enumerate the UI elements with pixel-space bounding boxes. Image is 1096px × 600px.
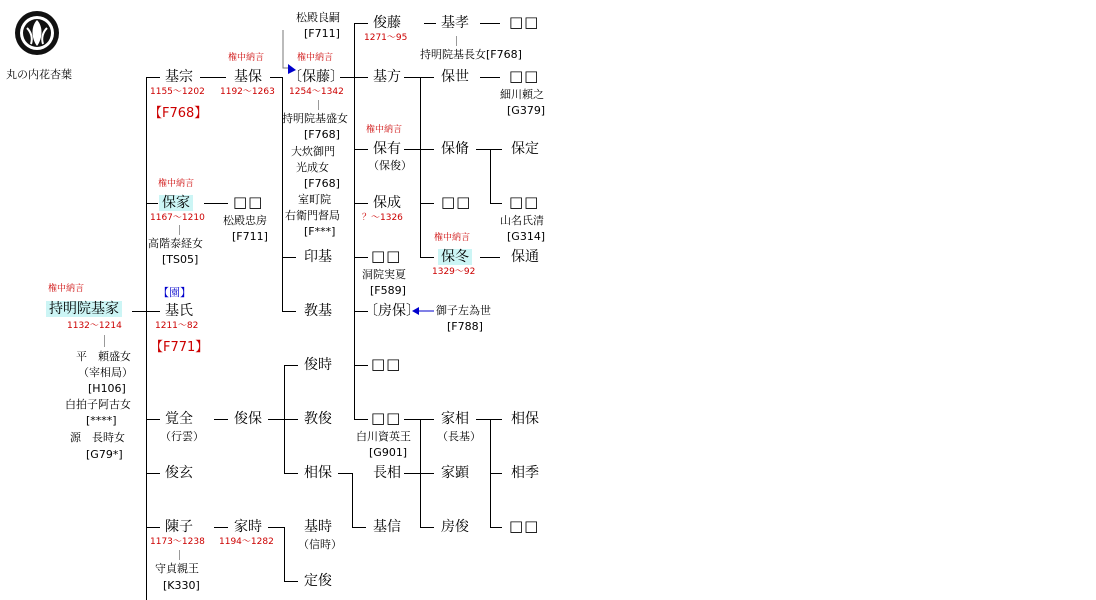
person-sadatoshi[interactable]: 定俊 bbox=[304, 573, 332, 589]
spouse-line: 山名氏清 bbox=[500, 214, 544, 227]
person-norito[interactable]: 教俊 bbox=[304, 411, 332, 427]
person-motokata[interactable]: 基方 bbox=[373, 69, 401, 85]
spouse-line: 源 長時女 bbox=[70, 431, 125, 444]
person-yasumichi[interactable]: 保通 bbox=[511, 249, 539, 265]
spouse-line: [G314] bbox=[507, 230, 546, 243]
person-yasunari[interactable]: 保成 bbox=[373, 195, 401, 211]
connector bbox=[354, 149, 368, 150]
spouse-line: [F***] bbox=[304, 225, 336, 238]
spouse-line: [F768] bbox=[304, 177, 340, 190]
alias: （保俊） bbox=[368, 159, 412, 172]
connector bbox=[146, 203, 158, 204]
person-nagasuke[interactable]: 長相 bbox=[373, 465, 401, 481]
person-yasufuji[interactable]: 〔保藤〕 bbox=[288, 69, 344, 85]
connector bbox=[179, 225, 180, 235]
person-unknown[interactable]: □□ bbox=[509, 517, 540, 535]
connector bbox=[282, 257, 296, 258]
connector bbox=[354, 77, 368, 78]
person-fusatoshi[interactable]: 房俊 bbox=[441, 519, 469, 535]
person-yasunaga[interactable]: 保脩 bbox=[441, 141, 469, 157]
spouse-line: （宰相局） bbox=[78, 366, 133, 379]
connector bbox=[354, 203, 368, 204]
person-yasufuyu[interactable]: 保冬 bbox=[438, 249, 472, 265]
rank-label: 権中納言 bbox=[366, 125, 403, 135]
person-unknown[interactable]: □□ bbox=[509, 67, 540, 85]
connector bbox=[404, 149, 420, 150]
connector bbox=[480, 77, 500, 78]
connector bbox=[200, 77, 226, 78]
years: 1167〜1210 bbox=[150, 213, 205, 223]
person-kakuzen[interactable]: 覚全 bbox=[165, 411, 193, 427]
spouse-line: 白川資英王 bbox=[356, 430, 411, 443]
person-mochiakiin-motoie[interactable]: 持明院基家 bbox=[46, 301, 122, 317]
connector bbox=[284, 581, 298, 582]
connector bbox=[420, 149, 434, 150]
connector bbox=[490, 149, 502, 150]
spouse-line: [TS05] bbox=[162, 253, 199, 266]
connector bbox=[284, 473, 298, 474]
adoptive-father: 松殿良嗣 bbox=[296, 11, 340, 24]
alias: （長基） bbox=[437, 430, 481, 443]
years: 1192〜1263 bbox=[220, 87, 275, 97]
person-toshitoki[interactable]: 俊時 bbox=[304, 357, 332, 373]
adoptive-father-ref: [F711] bbox=[304, 27, 340, 40]
connector bbox=[404, 77, 420, 78]
rank-label: 権中納言 bbox=[48, 284, 85, 294]
connector bbox=[456, 36, 457, 46]
person-motonobu[interactable]: 基信 bbox=[373, 519, 401, 535]
connector bbox=[480, 23, 500, 24]
alias: （信時） bbox=[298, 538, 342, 551]
connector bbox=[284, 365, 298, 366]
person-fusayasu[interactable]: 〔房保〕 bbox=[364, 303, 420, 319]
family-crest-icon bbox=[14, 10, 60, 56]
connector bbox=[318, 100, 319, 110]
person-unknown[interactable]: □□ bbox=[233, 193, 264, 211]
connector bbox=[132, 311, 146, 312]
person-aiyasu[interactable]: 相保 bbox=[304, 465, 332, 481]
years: 1329〜92 bbox=[432, 267, 476, 277]
person-unknown[interactable]: □□ bbox=[371, 409, 402, 427]
connector bbox=[338, 473, 352, 474]
connector bbox=[179, 550, 180, 560]
person-unknown[interactable]: □□ bbox=[509, 193, 540, 211]
crest-label: 丸の内花杏葉 bbox=[6, 68, 72, 81]
spouse-line: [H106] bbox=[88, 382, 126, 395]
connector bbox=[268, 419, 284, 420]
years: 1173〜1238 bbox=[150, 537, 205, 547]
years: 1194〜1282 bbox=[219, 537, 274, 547]
spouse-line: 白拍子阿古女 bbox=[65, 398, 131, 411]
connector bbox=[420, 257, 434, 258]
connector bbox=[146, 311, 160, 312]
adoptive-father-ref: [F788] bbox=[447, 320, 483, 333]
spouse-line: 守貞親王 bbox=[155, 562, 199, 575]
person-motomune[interactable]: 基宗 bbox=[165, 69, 193, 85]
person-mototoki[interactable]: 基時 bbox=[304, 519, 332, 535]
connector bbox=[204, 203, 228, 204]
years: 1211〜82 bbox=[155, 321, 199, 331]
connector bbox=[214, 419, 228, 420]
connector bbox=[354, 23, 355, 419]
connector bbox=[490, 203, 502, 204]
connector bbox=[352, 473, 353, 527]
connector bbox=[420, 77, 434, 78]
house-tag: 【園】 bbox=[158, 286, 191, 299]
spouse-line: [F768] bbox=[304, 128, 340, 141]
spouse-line: 松殿忠房 bbox=[223, 214, 267, 227]
connector bbox=[420, 203, 434, 204]
connector bbox=[490, 149, 491, 203]
connector bbox=[352, 527, 366, 528]
spouse-line: 室町院 bbox=[298, 193, 331, 206]
person-chinshi[interactable]: 陳子 bbox=[165, 519, 193, 535]
connector bbox=[354, 365, 368, 366]
connector bbox=[420, 77, 421, 257]
person-yasuari[interactable]: 保有 bbox=[373, 141, 401, 157]
connector bbox=[420, 419, 434, 420]
connector bbox=[404, 473, 420, 474]
connector bbox=[268, 527, 284, 528]
person-ieto[interactable]: 家時 bbox=[234, 519, 262, 535]
connector bbox=[284, 419, 298, 420]
spouse-line: [****] bbox=[86, 414, 117, 427]
connector bbox=[480, 257, 500, 258]
person-kyoki[interactable]: 教基 bbox=[304, 303, 332, 319]
spouse-line: [F711] bbox=[232, 230, 268, 243]
rank-label: 権中納言 bbox=[158, 179, 195, 189]
connector bbox=[214, 527, 228, 528]
connector bbox=[284, 527, 285, 581]
connector bbox=[354, 23, 368, 24]
rank-label: 権中納言 bbox=[297, 53, 334, 63]
connector bbox=[420, 473, 434, 474]
connector bbox=[420, 527, 434, 528]
person-yasusada[interactable]: 保定 bbox=[511, 141, 539, 157]
person-iesuke[interactable]: 家相 bbox=[441, 411, 469, 427]
person-yasuie[interactable]: 保家 bbox=[159, 195, 193, 211]
connector bbox=[490, 419, 502, 420]
connector bbox=[424, 23, 436, 24]
connector bbox=[354, 257, 368, 258]
person-shungen[interactable]: 俊玄 bbox=[165, 465, 193, 481]
connector bbox=[146, 419, 160, 420]
rank-label: 権中納言 bbox=[434, 233, 471, 243]
spouse-line: 高階泰経女 bbox=[148, 237, 203, 250]
spouse-line: 持明院基盛女 bbox=[282, 112, 348, 125]
connector bbox=[104, 335, 105, 347]
spouse-line: 細川頼之 bbox=[500, 88, 544, 101]
spouse-line: [F589] bbox=[370, 284, 406, 297]
spouse-line: 大炊御門 bbox=[291, 145, 335, 158]
person-suke-yasu[interactable]: 相保 bbox=[511, 411, 539, 427]
spouse-line: 光成女 bbox=[296, 161, 329, 174]
spouse-line: 持明院基長女[F768] bbox=[420, 48, 522, 61]
person-toshiyasu[interactable]: 俊保 bbox=[234, 411, 262, 427]
connector bbox=[354, 419, 368, 420]
person-unknown[interactable]: □□ bbox=[371, 247, 402, 265]
years: 1155〜1202 bbox=[150, 87, 205, 97]
connector bbox=[490, 527, 502, 528]
spouse-line: 平 頼盛女 bbox=[76, 350, 131, 363]
person-yasuyo[interactable]: 保世 bbox=[441, 69, 469, 85]
person-unknown[interactable]: □□ bbox=[509, 13, 540, 31]
connector bbox=[404, 419, 420, 420]
connector bbox=[146, 527, 160, 528]
person-motoyasu[interactable]: 基保 bbox=[234, 69, 262, 85]
connector bbox=[490, 473, 502, 474]
reference-tag: 【F768】 bbox=[149, 106, 208, 121]
person-unknown[interactable]: □□ bbox=[441, 193, 472, 211]
person-mototaka[interactable]: 基孝 bbox=[441, 15, 469, 31]
spouse-line: [G379] bbox=[507, 104, 546, 117]
connector bbox=[476, 419, 490, 420]
reference-tag: 【F771】 bbox=[150, 340, 209, 355]
spouse-line: [G901] bbox=[369, 446, 408, 459]
person-suke-sue[interactable]: 相季 bbox=[511, 465, 539, 481]
connector bbox=[146, 77, 147, 600]
spouse-line: [G79*] bbox=[86, 448, 123, 461]
years: 1254〜1342 bbox=[289, 87, 344, 97]
spouse-line: 洞院実夏 bbox=[362, 268, 406, 281]
person-inki[interactable]: 印基 bbox=[304, 249, 332, 265]
connector bbox=[282, 311, 296, 312]
person-motouji[interactable]: 基氏 bbox=[165, 303, 193, 319]
rank-label: 権中納言 bbox=[228, 53, 265, 63]
years: 1132〜1214 bbox=[67, 321, 122, 331]
connector bbox=[146, 77, 160, 78]
person-toshifuji[interactable]: 俊藤 bbox=[373, 15, 401, 31]
person-unknown[interactable]: □□ bbox=[371, 355, 402, 373]
spouse-line: 右衛門督局 bbox=[285, 209, 340, 222]
adoptive-father: 御子左為世 bbox=[436, 304, 491, 317]
connector bbox=[476, 149, 490, 150]
connector bbox=[146, 473, 160, 474]
years: 1271〜95 bbox=[364, 33, 408, 43]
alias: （行雲） bbox=[160, 430, 204, 443]
years: ？〜1326 bbox=[362, 213, 403, 223]
spouse-line: [K330] bbox=[163, 579, 200, 592]
person-ieaki[interactable]: 家顕 bbox=[441, 465, 469, 481]
